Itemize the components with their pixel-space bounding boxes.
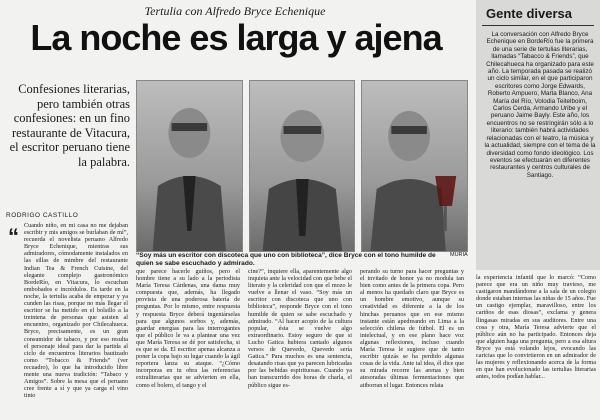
sidebar-rule <box>482 25 594 26</box>
kicker: Tertulia con Alfredo Bryce Echenique <box>144 4 326 18</box>
portrait-illustration-1 <box>137 81 242 251</box>
article-column-3: cine?”, inquiere ella, aparentemente algo inquieta ante la velocidad con que bebe el literato y la celeridad con que el mozo le vuelve a llenar el vaso. “Soy más un escritor con discoteca que uno con biblioteca”, responde Bryce con el tono humilde de quien se sabe escuchado y admirado. “Al hacer acopio de la cultura popular, ésta se vuelve algo extraordinario. Estoy seguro de que si Lucho Gatica hubiera cantado algunos versos de Quevedo, Quevedo sería Gatica.” Para muchos es una sentencia, desatando risas que ya parecen lubricadas por las bebidas espirituosas. Cuando ya han transcurrido dos horas de charla, el público sigue es- <box>248 268 352 389</box>
photo-credit: MURIA <box>450 252 468 258</box>
headline: La noche es larga y ajena <box>30 17 442 58</box>
portrait-illustration-2 <box>250 81 355 251</box>
article-column-2: que parece hacerle guiños, pero el hombre tiene a su lado a la periodista María Teresa Cárdenas, una dama muy compuesta que, además, ha llegado provista de una poderosa batería de preguntas. Por lo mismo, entre respuesta y respuesta Bryce deberá ingeniárselas para que algunos sorbos y, además, guardar energías para las interrogantes que el público le va a plantear una vez que María Teresa se dé por satisfecha, si es que se da. El escritor apenas alcanza a poner la copa bajo su lugar cuando la ágil reportera lanza su ataque. “¿Cómo incorporas en tu obra las referencias extraliterarias que se advierten en ella, como el bolero, el tango y el <box>136 268 240 389</box>
sidebar-title: Gente diversa <box>486 6 572 21</box>
photo-2 <box>249 80 356 252</box>
photo-strip <box>136 80 468 250</box>
byline: RODRIGO CASTILLO <box>6 212 79 219</box>
photo-1 <box>136 80 243 252</box>
sidebar-text: La conversación con Alfredo Bryce Echenique en BordeRío fue la primera de una serie de tertulias literarias, llamadas “Tabacco & Friends”, que Chilecahueca ha organizado para este año. La temporada pasada se realizó un ciclo similar, en el que participaron escritores como Jorge Edwards, Roberto Ampuero, Marta Blanco, Ana María del Río, Volodia Teitelboim, Carlos Cerda, Armando Uribe y el peruano Jaime Bayly. Este año, los encuentros no se restringirán sólo a lo literario: también habrá actividades relacionadas con el teatro, la música y la actualidad, siempre con el tema de la diversidad como fondo ideológico. Los eventos se efectuarán en diferentes restaurantes y centros culturales de Santiago. <box>484 31 596 179</box>
portrait-illustration-3 <box>362 81 467 251</box>
article-column-5: la experiencia infantil que lo marcó: “Como parece que era un niño muy travieso, me castigaron mandándome a la sala de un colegio donde estaban internas las niñas de 15 años. Fue un castigo ejemplar, maravilloso, entre los cariños de esas diosas”, exclama y genera llingasas miradas en sus auditores. Entre una cosa y otra, María Teresa advierte que el público aún no ha participado. Entonces deja que alguien haga una pregunta, pero a esa altura Bryce ya está volando lejos, evocando las caricias que lo convirtieron en un admirador de las mujeres y reflexionando acerca de la forma en que han evolucionado las tertulias literarias antes, todos podían hablar... <box>476 274 596 381</box>
opening-quote-mark: “ <box>8 224 19 249</box>
article-column-1: Cuando niño, en mi casa no me dejaban escribir y mis amigos se burlaban de mí”, recuerda el novelista peruano Alfredo Bryce Echenique, mientras sus admiradores, cómodamente instalados en las sillas de mimbre del restaurante Indian Tea & French Cuisine, del elegante complejo gastronómico BordeRío, en Vitacura, lo escuchan embobados e incrédulos. Es tarde en la noche, la tertulia acaba de empezar y ya cunden las risas, porque no más llegar el escritor se ha metido en el bolsillo a la treintena de personas que asisten al encuentro, organizado por Chilecahueca. Bryce, precisamente, es un gran consumidor de tabaco, y por eso resulta el personaje ideal para dar la partida al ciclo de encuentros literarios bautizado como “Tobacco & Friends” (ver recuadro), lo que ha introducido libre mente una nueva tradición: “Tabaco y Amigos”. Sobre la mesa que el peruano cree frente a sí y que ya carga el vino tinto <box>24 222 128 400</box>
photo-caption: “Soy más un escritor con discoteca que uno con biblioteca”, dice Bryce con el tono humilde de quien se sabe escuchado y admirado. <box>136 252 436 267</box>
article-column-4: perando su turno para hacer preguntas y el invitado de honor ya no modula tan bien como antes de la primera copa. Pero al menos ha quedado claro que Bryce es un hombre emotivo, aunque su creatividad es diferente a la de los hinchas peruanos que en ese mismo instante están apedreando en Lima a la selección chilena de fútbol. El es un intelectual, y en ese plano hace voz algunas reflexiones, incluso cuando María Teresa le sugiere que de tanto escribir quizás se ha perdido algunas cosas de la vida. Ante tal idea, él dice que su mirada recorre las arenas y bien atesoradas últimas fermentaciones que atiborran el lugar. Entonces relata <box>360 268 464 389</box>
deck: Confesiones literarias, pero también otras confesiones: en un fino restaurante de Vitacura, el escritor peruano tiene la palabra. <box>9 82 130 169</box>
photo-3 <box>361 80 468 252</box>
